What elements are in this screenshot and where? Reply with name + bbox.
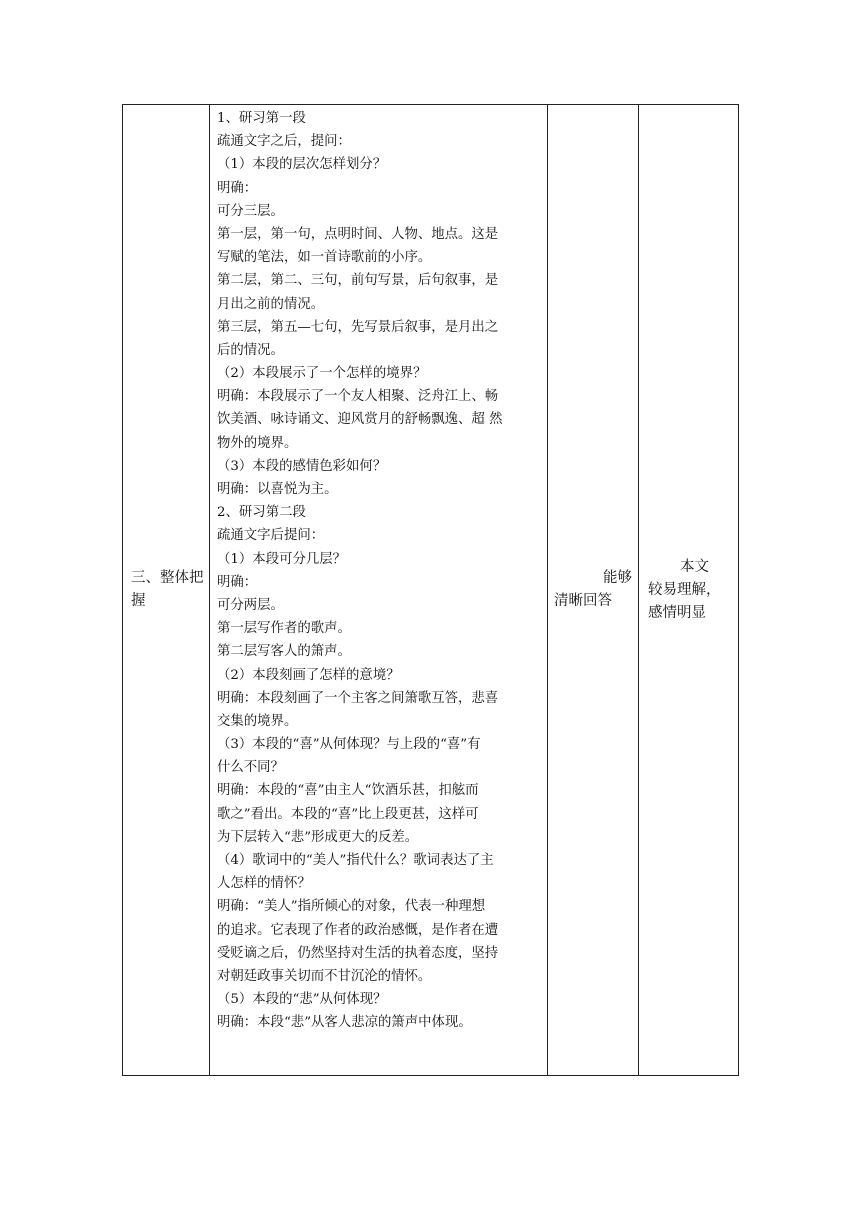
content-line: 可分三层。: [217, 203, 284, 219]
content-line: 疏通文字之后，提问：: [217, 134, 351, 150]
lesson-plan-table: [122, 104, 739, 1076]
content-line: （2）本段刻画了怎样的意境？: [217, 667, 400, 683]
student-activity-cell: [548, 105, 639, 1076]
content-line: 第二层写客人的箫声。: [217, 644, 351, 660]
content-line: 明确：以喜悦为主。: [217, 482, 338, 497]
design-intent: [639, 556, 738, 625]
content-line: （3）本段的感情色彩如何？: [217, 458, 387, 474]
teaching-content-cell: [210, 105, 548, 1076]
stage-label: 三、整体把握: [131, 570, 204, 609]
content-line: 人怎样的情怀？: [217, 876, 311, 892]
student-activity: [548, 567, 638, 613]
content-line: （4）歌词中的“美人”指代什么？歌词表达了主: [217, 853, 494, 868]
content-line: 疏通文字后提问：: [217, 528, 325, 544]
student-activity-line: 能够: [603, 570, 632, 586]
content-line: 明确：本段“悲”从客人悲凉的箫声中体现。: [217, 1015, 472, 1031]
design-intent-line: 本文: [680, 558, 709, 575]
content-line: 明确：本段的“喜”由主人“饮酒乐甚，扣舷而: [217, 783, 479, 799]
content-line: 后的情况。: [217, 342, 284, 358]
content-line: 明确：本段展示了一个友人相聚、泛舟江上、畅: [217, 389, 499, 405]
content-line: 物外的境界。: [217, 435, 298, 451]
content-line: 对朝廷政事关切而不甘沉沦的情怀。: [217, 968, 432, 984]
content-line: （5）本段的“悲”从何体现？: [217, 992, 387, 1008]
content-line: 饮美酒、咏诗诵文、迎风赏月的舒畅飘逸、超 然: [217, 412, 503, 428]
content-line: 第三层，第五—七句，先写景后叙事，是月出之: [217, 319, 499, 335]
student-activity-line: 清晰回答: [554, 593, 612, 609]
design-intent-cell: [639, 105, 739, 1076]
content-line: 明确：本段刻画了一个主客之间箫歌互答，悲喜: [217, 690, 499, 706]
content-line: （3）本段的“喜”从何体现？与上段的“喜”有: [217, 737, 481, 753]
content-line: 写赋的笔法，如一首诗歌前的小序。: [217, 250, 432, 266]
content-line: 受贬谪之后，仍然坚持对生活的执着态度，坚持: [217, 945, 499, 961]
content-line: 明确：: [217, 574, 258, 590]
content-line: 的追求。它表现了作者的政治感慨，是作者在遭: [217, 922, 499, 938]
content-line: 第一层，第一句，点明时间、人物、地点。这是: [217, 226, 499, 242]
content-line: 交集的境界。: [217, 713, 298, 729]
content-line: 2、研习第二段: [217, 505, 306, 521]
content-line: 1、研习第一段: [217, 111, 306, 126]
table-row: [123, 105, 739, 1076]
content-line: 明确：: [217, 180, 258, 196]
content-line: 明确：“美人”指所倾心的对象，代表一种理想: [217, 899, 486, 915]
content-line: 第二层，第二、三句，前句写景，后句叙事，是: [217, 273, 499, 289]
content-line: 月出之前的情况。: [217, 296, 325, 312]
content-line: 歌之”看出。本段的“喜”比上段更甚，这样可: [217, 806, 479, 822]
stage-cell: [123, 105, 210, 1076]
content-line: 为下层转入“悲”形成更大的反差。: [217, 829, 419, 845]
content-line: （1）本段可分几层？: [217, 551, 347, 567]
design-intent-line: 感情明显: [648, 604, 706, 621]
content-line: （2）本段展示了一个怎样的境界？: [217, 366, 427, 382]
content-line: 什么不同？: [217, 760, 284, 776]
teaching-content: [210, 105, 547, 1035]
content-line: 第一层写作者的歌声。: [217, 621, 351, 637]
design-intent-line: 较易理解，: [648, 581, 721, 598]
content-line: （1）本段的层次怎样划分？: [217, 157, 387, 173]
content-line: 可分两层。: [217, 597, 284, 613]
